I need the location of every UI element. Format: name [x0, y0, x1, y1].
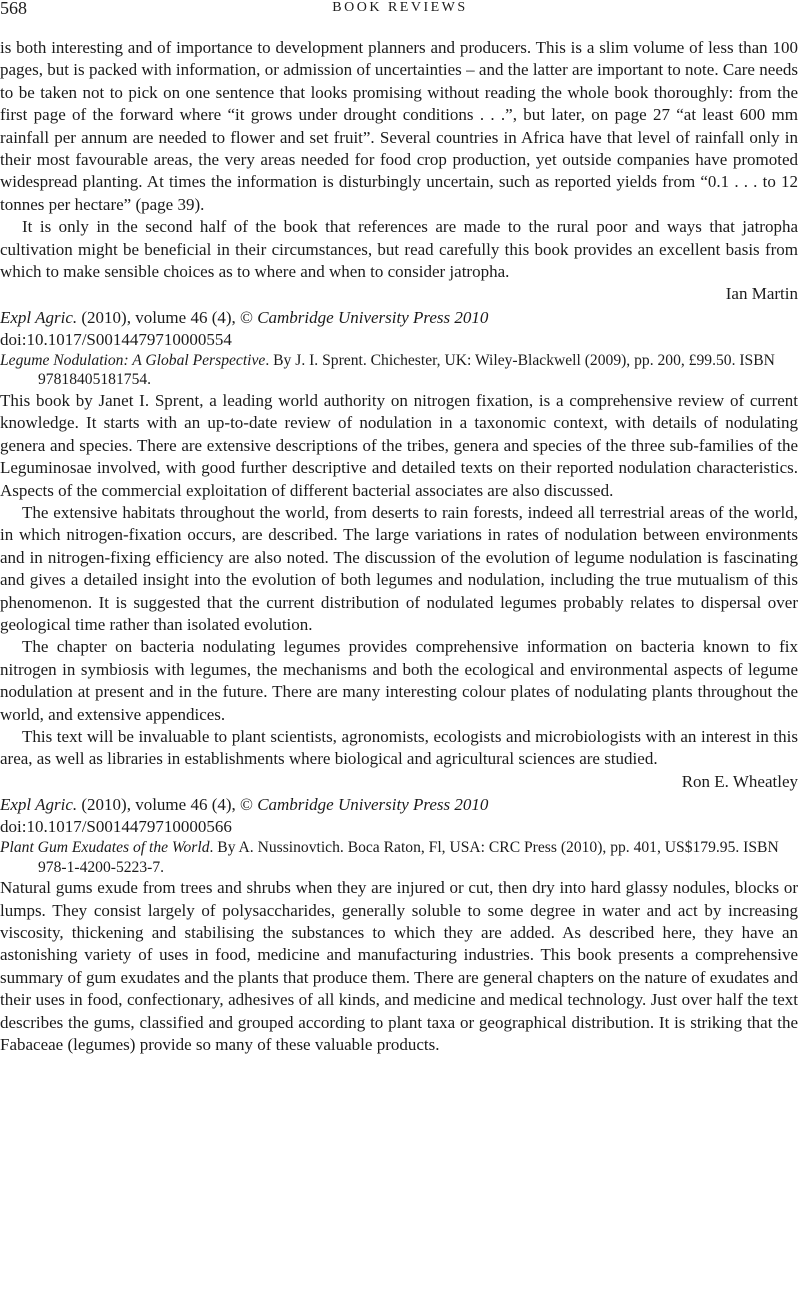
publisher-name: Cambridge University Press 2010	[257, 307, 489, 327]
citation-details: (2010), volume 46 (4), ©	[77, 307, 258, 327]
review-paragraph: Natural gums exude from trees and shrubs when they are injured or cut, then dry into hard glassy nodules, blocks or lumps. They consist largely of polysaccharides, generally soluble to some degree in water and act by increasing viscosity, thickening and stabilising the substances to which they are added. As described here, they have an astonishing variety of uses in food, medicine and manufacturing industries. This book presents a comprehensive summary of gum exudates and the plants that produce them. There are general chapters on the nature of exudates and their uses in food, confectionary, adhesives of all kinds, and medicine and medical technology. Just over half the text describes the gums, classified and grouped according to plant taxa or geographical distribution. It is striking that the Fabaceae (legumes) provide so many of these valuable products.	[0, 878, 798, 1055]
doi: doi:10.1017/S0014479710000566	[0, 817, 232, 837]
journal-citation	[0, 306, 798, 329]
doi: doi:10.1017/S0014479710000554	[0, 329, 232, 349]
journal-name: Expl Agric.	[0, 795, 78, 815]
book-title: Legume Nodulation: A Global Perspective	[0, 351, 266, 369]
book-details: . By A. Nussinovtich. Boca Raton, Fl, USA: CRC Press (2010), pp. 401, US$179.95. ISBN 978-1-4200-5223-7.	[38, 839, 779, 876]
review-paragraph: It is only in the second half of the book that references are made to the rural poor and ways that jatropha cultivation might be beneficial in their circumstances, but read carefully this book provides an excellent basis from which to make sensible choices as to where and when to consider jatropha.	[0, 217, 798, 282]
review-jatropha-continued	[0, 37, 798, 306]
review-legume-nodulation	[0, 306, 798, 793]
journal-citation	[0, 793, 798, 816]
book-reference	[0, 838, 798, 877]
journal-name: Expl Agric.	[0, 307, 78, 327]
reviewer-name: Ian Martin	[725, 284, 798, 304]
review-paragraph: This book by Janet I. Sprent, a leading world authority on nitrogen fixation, is a comprehensive review of current knowledge. It starts with an up-to-date review of nodulation in a taxonomic context, with details of nodulating genera and species. There are extensive descriptions of the tribes, genera and species of the three sub-families of the Leguminosae involved, with good further descriptive and detailed texts on their reported nodulation characteristics. Aspects of the commercial exploitation of different bacterial associates are also discussed.	[0, 390, 798, 500]
citation-details: (2010), volume 46 (4), ©	[77, 795, 258, 815]
page-number: 568	[0, 0, 27, 18]
review-paragraph: is both interesting and of importance to development planners and producers. This is a slim volume of less than 100 pages, but is packed with information, or admission of uncertainties – and the latter are important to note. Care needs to be taken not to pick on one sentence that looks promising without reading the whole book thoroughly: from the first page of the forward where “it grows under drought conditions . . .”, but later, on page 27 “at least 600 mm rainfall per annum are needed to flower and set fruit”. Several countries in Africa have that level of rainfall only in their most favourable areas, the very areas needed for food crop production, yet outside companies have promoted widespread planting. At times the information is disturbingly uncertain, such as reported yields from “0.1 . . . to 12 tonnes per hectare” (page 39).	[0, 38, 798, 214]
review-paragraph: The extensive habitats throughout the world, from deserts to rain forests, indeed all terrestrial areas of the world, in which nitrogen-fixation occurs, are described. The large variations in rates of nodulation between environments and in nitrogen-fixing efficiency are also noted. The discussion of the evolution of legume nodulation is fascinating and gives a detailed insight into the evolution of both legumes and nodulation, including the true mutualism of this phenomenon. It is suggested that the current distribution of nodulated legumes probably relates to dispersal over geological time rather than isolated evolution.	[0, 502, 798, 634]
running-head: BOOK REVIEWS	[332, 0, 468, 15]
book-title: Plant Gum Exudates of the World	[0, 839, 210, 857]
review-paragraph: This text will be invaluable to plant scientists, agronomists, ecologists and microbiologists with an interest in this area, as well as libraries in establishments where biological and agricultural sciences are studied.	[0, 726, 798, 769]
book-reference	[0, 351, 798, 390]
page-body	[0, 37, 798, 1056]
review-plant-gum-exudates	[0, 793, 798, 1056]
page-header	[0, 0, 800, 20]
publisher-name: Cambridge University Press 2010	[257, 795, 489, 815]
review-paragraph: The chapter on bacteria nodulating legumes provides comprehensive information on bacteria known to fix nitrogen in symbiosis with legumes, the mechanisms and both the ecological and environmental aspects of legume nodulation at present and in the future. There are many interesting colour plates of nodulating plants throughout the world, and extensive appendices.	[0, 637, 798, 724]
reviewer-name: Ron E. Wheatley	[681, 771, 798, 791]
book-details: . By J. I. Sprent. Chichester, UK: Wiley-Blackwell (2009), pp. 200, £99.50. ISBN 97818405181754.	[38, 351, 775, 389]
